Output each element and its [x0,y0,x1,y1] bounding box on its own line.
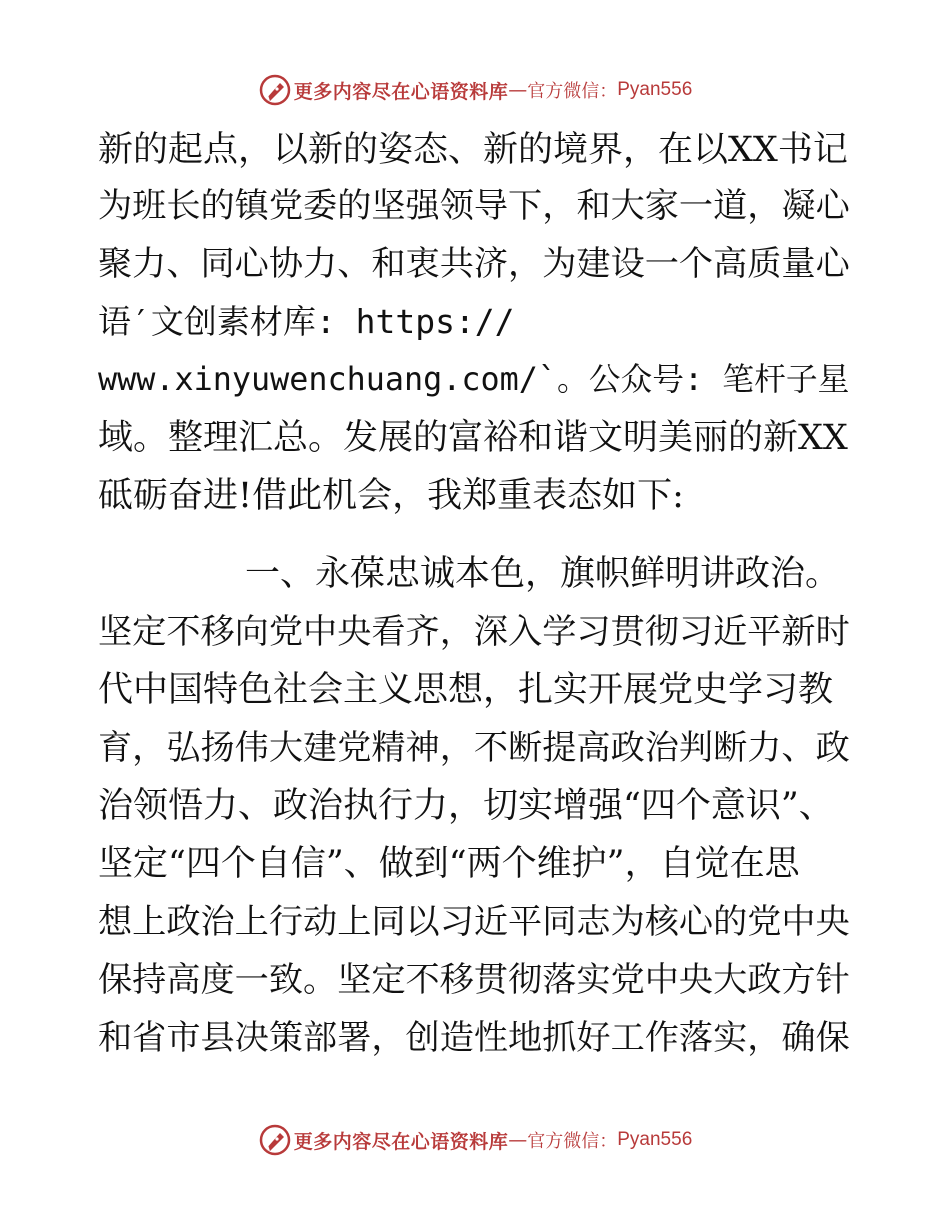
body-line: 砥砺奋进!借此机会，我郑重表态如下: [98,476,684,516]
body-line: 保持高度一致。坚定不移贯彻落实党中央大政方针 [98,960,850,1000]
body-line: 域。整理汇总。发展的富裕和谐文明美丽的新XX [98,418,848,458]
banner-contact-label: 官方微信： [527,1131,618,1152]
banner-title: 更多内容尽在心语资料库 [293,1130,509,1153]
body-line: 育，弘扬伟大建党精神，不断提高政治判断力、政 [98,728,850,768]
section-heading: 一、永葆忠诚本色，旗帜鲜明讲政治。 [245,554,841,594]
body-line: www.xinyuwenchuang.com/`。公众号: 笔杆子星 [98,362,850,398]
banner-separator: — [508,1129,528,1151]
footer-banner [0,1118,950,1162]
banner-contact-id: Pyan556 [617,1129,693,1150]
banner-contact-id: Pyan556 [617,79,693,100]
banner-separator: — [508,79,528,101]
body-line: 想上政治上行动上同以习近平同志为核心的党中央 [98,902,850,942]
body-line: 语′文创素材库: https:// [98,302,515,341]
header-banner [0,68,950,112]
pen-nib-logo-icon [258,1123,292,1157]
body-line: 为班长的镇党委的坚强领导下，和大家一道，凝心 [98,186,850,226]
body-line: 代中国特色社会主义思想，扎实开展党史学习教 [98,670,834,710]
banner-title: 更多内容尽在心语资料库 [293,80,509,103]
body-line: 新的起点，以新的姿态、新的境界，在以XX书记 [98,130,848,170]
body-line: 和省市县决策部署，创造性地抓好工作落实，确保 [98,1018,850,1058]
body-line: 治领悟力、政治执行力，切实增强“四个意识”、 [98,786,834,826]
body-line: 坚定不移向党中央看齐，深入学习贯彻习近平新时 [98,612,850,652]
body-line: 聚力、同心协力、和衷共济，为建设一个高质量心 [98,244,850,284]
body-line: 坚定“四个自信”、做到“两个维护”，自觉在思 [98,844,800,884]
pen-nib-logo-icon [258,73,292,107]
banner-contact-label: 官方微信： [527,81,618,102]
